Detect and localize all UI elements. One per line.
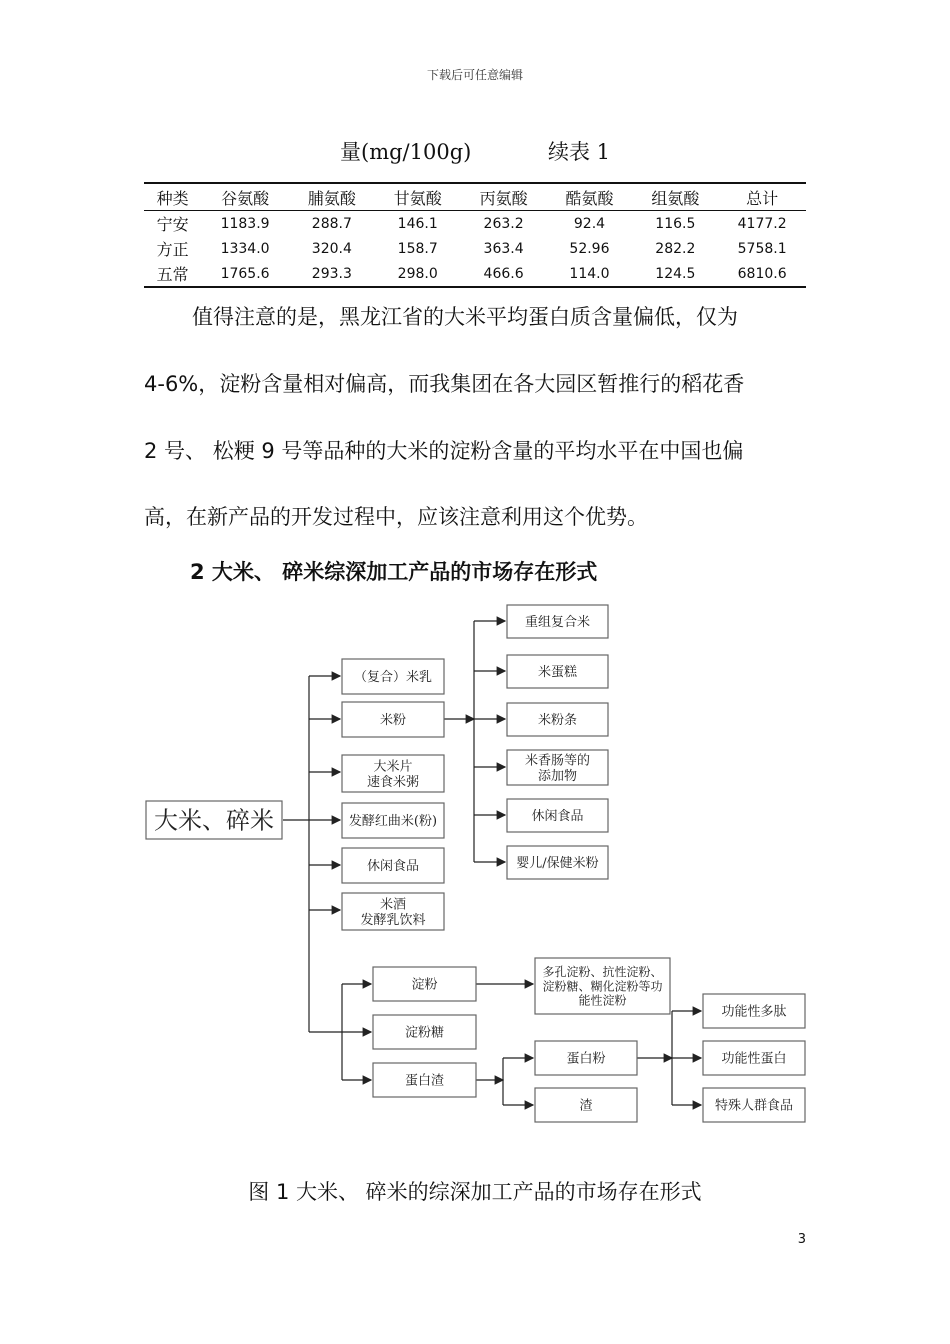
table-cell: 282.2 bbox=[655, 240, 696, 257]
table-header-cell: 脯氨酸 bbox=[289, 183, 375, 211]
table-cell: 1183.9 bbox=[220, 215, 270, 232]
table-header-row bbox=[144, 183, 806, 211]
level1-node-label: 米粉 bbox=[379, 713, 407, 729]
table-cell: 320.4 bbox=[311, 240, 352, 257]
table-cell: 114.0 bbox=[569, 265, 610, 282]
table-cell: 1334.0 bbox=[220, 240, 270, 257]
table-cell: 宁安 bbox=[156, 215, 189, 234]
protein-residue-child-node-label: 渣 bbox=[579, 1098, 593, 1114]
table-cell: 116.5 bbox=[655, 215, 696, 232]
figure-caption: 图 1 大米、 碎米的综深加工产品的市场存在形式 bbox=[248, 1180, 702, 1204]
table-cell: 5758.1 bbox=[737, 240, 787, 257]
page-number: 3 bbox=[797, 1232, 806, 1247]
rice-flour-child-node-label: 米香肠等的添加物 bbox=[524, 753, 591, 784]
root-node-label: 大米、碎米 bbox=[154, 806, 274, 835]
level1-node-label: 米酒发酵乳饮料 bbox=[360, 897, 426, 928]
rice-flour-child-node-label: 米蛋糕 bbox=[537, 665, 578, 681]
protein-powder-child-node-label: 功能性多肽 bbox=[721, 1004, 787, 1020]
paragraph-line: 高，在新产品的开发过程中，应该注意利用这个优势。 bbox=[144, 505, 648, 529]
table-header-cell: 丙氨酸 bbox=[461, 183, 547, 211]
table-header-cell: 组氨酸 bbox=[632, 183, 718, 211]
table-cell: 288.7 bbox=[311, 215, 352, 232]
table-header-cell: 谷氨酸 bbox=[201, 183, 289, 211]
paragraph-line: 值得注意的是，黑龙江省的大米平均蛋白质含量偏低，仅为 bbox=[192, 305, 738, 329]
table-header-cell: 酷氨酸 bbox=[547, 183, 633, 211]
section-title: 2 大米、 碎米综深加工产品的市场存在形式 bbox=[190, 560, 598, 584]
table-cell: 466.6 bbox=[483, 265, 524, 282]
table-cell: 1765.6 bbox=[220, 265, 270, 282]
table-header-cell: 总计 bbox=[718, 183, 806, 211]
starch-group-node-label: 淀粉 bbox=[411, 977, 438, 993]
table-header-cell: 甘氨酸 bbox=[375, 183, 461, 211]
protein-powder-child-node-label: 特殊人群食品 bbox=[714, 1098, 794, 1114]
level1-node-label: 休闲食品 bbox=[366, 859, 420, 875]
table-row bbox=[144, 261, 806, 287]
starch-group-node-label: 蛋白渣 bbox=[404, 1073, 445, 1089]
table-caption-continued: 续表 1 bbox=[548, 140, 611, 164]
rice-flour-child-node-label: 婴儿/保健米粉 bbox=[516, 856, 599, 872]
table-row bbox=[144, 236, 806, 261]
protein-residue-child-node-label: 蛋白粉 bbox=[566, 1051, 606, 1067]
processing-flow-diagram bbox=[140, 598, 820, 1138]
table-cell: 146.1 bbox=[397, 215, 438, 232]
table-caption-unit: 量(mg/100g) bbox=[340, 140, 472, 164]
rice-flour-child-node-label: 休闲食品 bbox=[531, 809, 584, 825]
level1-node-label: 发酵红曲米(粉) bbox=[348, 814, 438, 830]
paragraph-line: 4-6%，淀粉含量相对偏高，而我集团在各大园区暂推行的稻花香 bbox=[144, 372, 745, 396]
table-cell: 298.0 bbox=[397, 265, 438, 282]
table-row bbox=[144, 211, 806, 237]
table-cell: 293.3 bbox=[311, 265, 352, 282]
level1-node-label: （复合）米乳 bbox=[353, 670, 433, 686]
table-cell: 52.96 bbox=[569, 240, 610, 257]
table-header-cell: 种类 bbox=[144, 183, 201, 211]
rice-flour-child-node-label: 重组复合米 bbox=[524, 615, 591, 631]
table-cell: 363.4 bbox=[483, 240, 524, 257]
table-cell: 方正 bbox=[156, 240, 189, 259]
level1-node-label: 大米片速食米粥 bbox=[366, 759, 420, 790]
protein-powder-child-node-label: 功能性蛋白 bbox=[721, 1051, 787, 1067]
table-cell: 158.7 bbox=[397, 240, 438, 257]
table-cell: 124.5 bbox=[655, 265, 696, 282]
table-cell: 4177.2 bbox=[737, 215, 787, 232]
amino-acid-table bbox=[144, 182, 806, 288]
table-cell: 6810.6 bbox=[737, 265, 787, 282]
starch-group-node-label: 淀粉糖 bbox=[404, 1025, 445, 1041]
rice-flour-child-node-label: 米粉条 bbox=[537, 713, 578, 729]
paragraph-line: 2 号、 松粳 9 号等品种的大米的淀粉含量的平均水平在中国也偏 bbox=[144, 439, 744, 463]
download-note: 下载后可任意编辑 bbox=[426, 68, 523, 82]
functional-starch-node-label: 多孔淀粉、抗性淀粉、淀粉糖、糊化淀粉等功能性淀粉 bbox=[542, 964, 663, 1008]
table-cell: 92.4 bbox=[573, 215, 606, 232]
table-cell: 五常 bbox=[156, 265, 189, 284]
table-cell: 263.2 bbox=[483, 215, 524, 232]
